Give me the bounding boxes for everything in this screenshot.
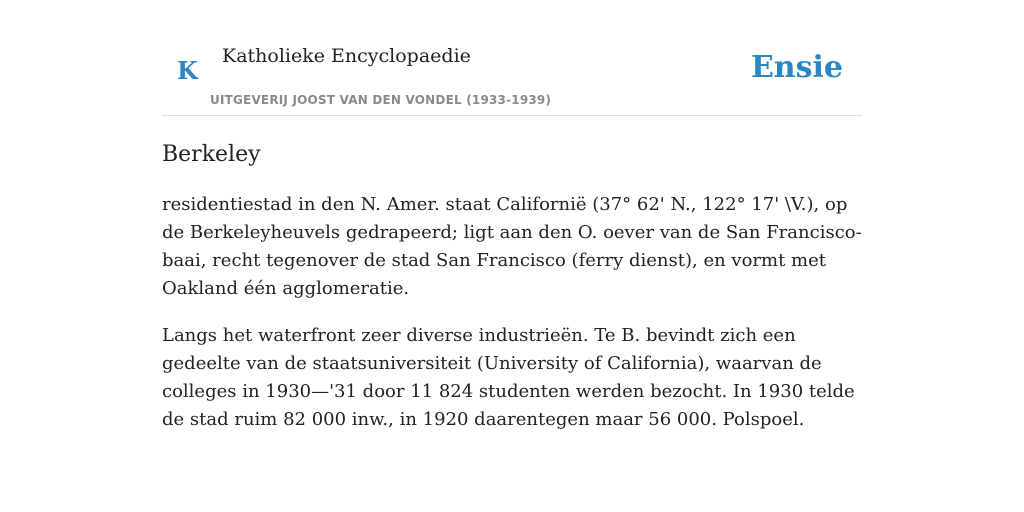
article-paragraph: Langs het waterfront zeer diverse industrieën. Te B. bevindt zich een gedeelte van de staatsuniversiteit (University of California), waarvan de colleges in 1930—'31 door 11 824 studenten werden bezocht. In 1930 telde de stad ruim 82 000 inw., in 1920 daarentegen maar 56 000. Polspoel. bbox=[162, 325, 855, 430]
article-body bbox=[162, 191, 862, 434]
page bbox=[162, 0, 862, 434]
site-title[interactable]: Katholieke Encyclopaedie bbox=[222, 45, 471, 67]
site-logo[interactable]: K bbox=[177, 56, 198, 85]
publisher-label: UITGEVERIJ JOOST VAN DEN VONDEL (1933-1939) bbox=[210, 93, 552, 107]
brand-logo[interactable]: Ensie bbox=[750, 50, 843, 85]
article-title: Berkeley bbox=[162, 142, 261, 167]
article-paragraph: residentiestad in den N. Amer. staat Californië (37° 62' N., 122° 17' \V.), op de Berkeleyheuvels gedrapeerd; ligt aan den O. oever van de San Francisco-baai, recht tegenover de stad San Francisco (ferry dienst), en vormt met Oakland één agglomeratie. bbox=[162, 194, 862, 299]
site-header bbox=[162, 0, 862, 116]
